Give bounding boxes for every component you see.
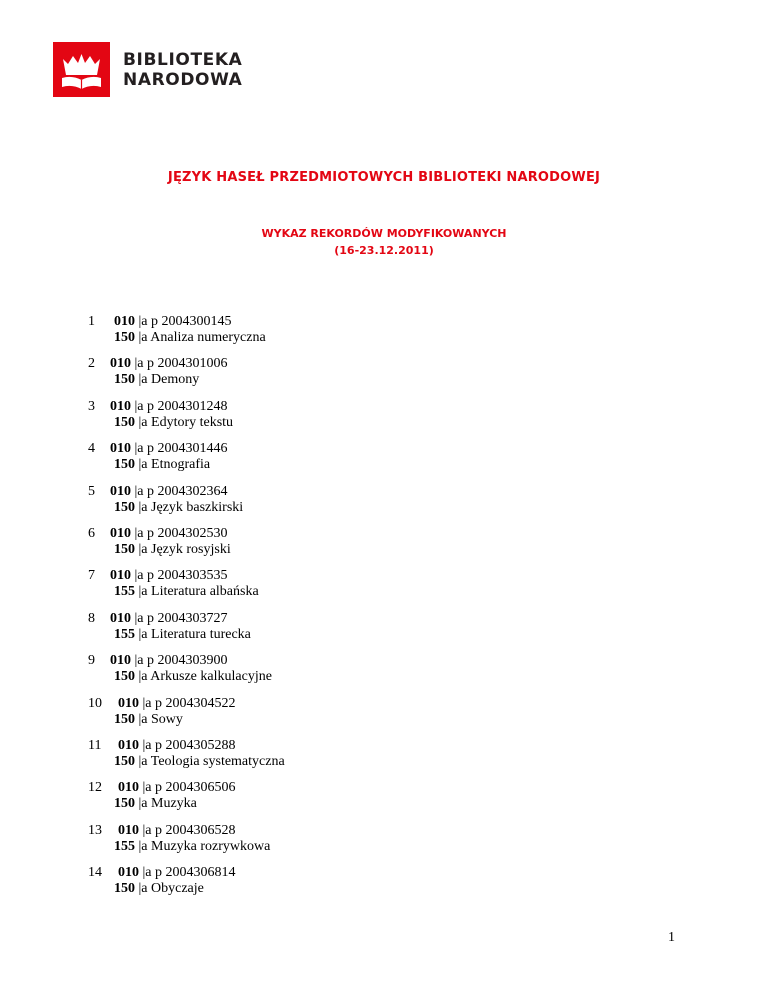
field-value: |a Język rosyjski [135,541,231,557]
record-number: 4 [88,441,95,457]
record-line-heading [114,542,231,558]
field-tag: 150 [114,414,135,430]
field-tag: 010 [110,483,131,499]
field-value: |a Literatura albańska [135,584,259,600]
record-line-heading [114,839,270,855]
field-tag: 010 [118,780,139,796]
record-line-010 [114,314,232,330]
record-number: 5 [88,483,95,499]
field-value: |a Edytory tekstu [135,414,234,430]
record-line-heading [114,881,204,897]
record-line-heading [114,669,272,685]
field-tag: 150 [114,541,135,557]
field-value: |a Sowy [135,711,183,727]
field-value: |a p 2004305288 [139,737,236,753]
field-tag: 150 [114,457,135,473]
record-line-010 [110,356,228,372]
record-number: 11 [88,737,102,753]
field-value: |a Obyczaje [135,881,204,897]
field-tag: 010 [118,737,139,753]
record-number: 7 [88,568,95,584]
field-tag: 155 [114,626,135,642]
record-number: 9 [88,653,95,669]
field-value: |a p 2004300145 [135,314,232,329]
record-line-010 [118,780,236,796]
field-value: |a p 2004303900 [131,653,228,669]
record-number: 13 [88,822,102,838]
field-tag: 155 [114,584,135,600]
record-number: 10 [88,695,102,711]
record-number: 8 [88,610,95,626]
field-value: |a p 2004301446 [131,441,228,457]
record-line-010 [110,441,228,457]
field-tag: 150 [114,881,135,897]
field-value: |a p 2004303727 [131,610,228,626]
field-value: |a Arkusze kalkulacyjne [135,669,272,685]
record-line-010 [110,399,228,415]
field-tag: 010 [114,314,135,329]
record-line-010 [110,568,228,584]
record-number: 14 [88,865,102,881]
record-number: 3 [88,398,95,414]
record-line-010 [110,526,228,542]
field-value: |a Muzyka [135,796,197,812]
field-tag: 150 [114,796,135,812]
record-line-heading [114,712,183,728]
field-tag: 150 [114,753,135,769]
document-subtitle [0,225,768,259]
document-title: JĘZYK HASEŁ PRZEDMIOTOWYCH BIBLIOTEKI NARODOWEJ [167,170,601,185]
field-tag: 150 [114,372,135,388]
record-line-010 [118,823,236,839]
record-line-heading [114,372,199,388]
record-line-010 [110,484,228,500]
record-line-heading [114,627,251,643]
field-value: |a p 2004303535 [131,568,228,584]
field-tag: 010 [110,653,131,669]
field-tag: 010 [110,610,131,626]
record-line-heading [114,457,210,473]
field-value: |a Teologia systematyczna [135,753,285,769]
field-value: |a Literatura turecka [135,626,251,642]
field-tag: 010 [118,822,139,838]
field-value: |a p 2004304522 [139,695,236,711]
logo-line-1: BIBLIOTEKA [123,49,243,70]
record-line-010 [110,611,228,627]
record-number: 1 [88,314,95,329]
record-number: 6 [88,525,95,541]
field-value: |a p 2004302530 [131,525,228,541]
field-value: |a p 2004301248 [131,398,228,414]
field-tag: 155 [114,838,135,854]
record-line-heading [114,584,259,600]
field-tag: 010 [118,695,139,711]
record-line-010 [110,653,228,669]
logo-text [123,50,242,90]
field-value: |a p 2004306814 [139,865,236,881]
field-tag: 150 [114,499,135,515]
record-line-heading [114,796,197,812]
field-value: |a p 2004306528 [139,822,236,838]
logo [53,42,242,97]
record-line-010 [118,696,236,712]
field-tag: 150 [114,711,135,727]
record-line-heading [114,754,285,770]
field-tag: 150 [114,330,135,345]
record-line-heading [114,500,243,516]
field-tag: 010 [118,865,139,881]
field-tag: 010 [110,398,131,414]
record-line-heading [114,415,233,431]
field-tag: 010 [110,356,131,372]
field-value: |a p 2004301006 [131,356,228,372]
field-tag: 010 [110,441,131,457]
field-value: |a Demony [135,372,200,388]
field-value: |a Etnografia [135,457,211,473]
record-line-010 [118,865,236,881]
record-line-010 [118,738,236,754]
logo-line-2: NARODOWA [123,69,243,90]
record-number: 12 [88,780,102,796]
crown-logo-icon [53,42,110,97]
page-number: 1 [668,930,675,945]
field-tag: 150 [114,669,135,685]
record-number: 2 [88,356,95,372]
subtitle-line-1: WYKAZ REKORDÓW MODYFIKOWANYCH [261,227,507,240]
field-value: |a Analiza numeryczna [135,330,266,345]
record-line-heading [114,330,266,346]
field-tag: 010 [110,568,131,584]
field-value: |a Muzyka rozrywkowa [135,838,271,854]
field-tag: 010 [110,525,131,541]
field-value: |a Język baszkirski [135,499,244,515]
field-value: |a p 2004302364 [131,483,228,499]
field-value: |a p 2004306506 [139,780,236,796]
subtitle-date: (16-23.12.2011) [334,244,434,257]
